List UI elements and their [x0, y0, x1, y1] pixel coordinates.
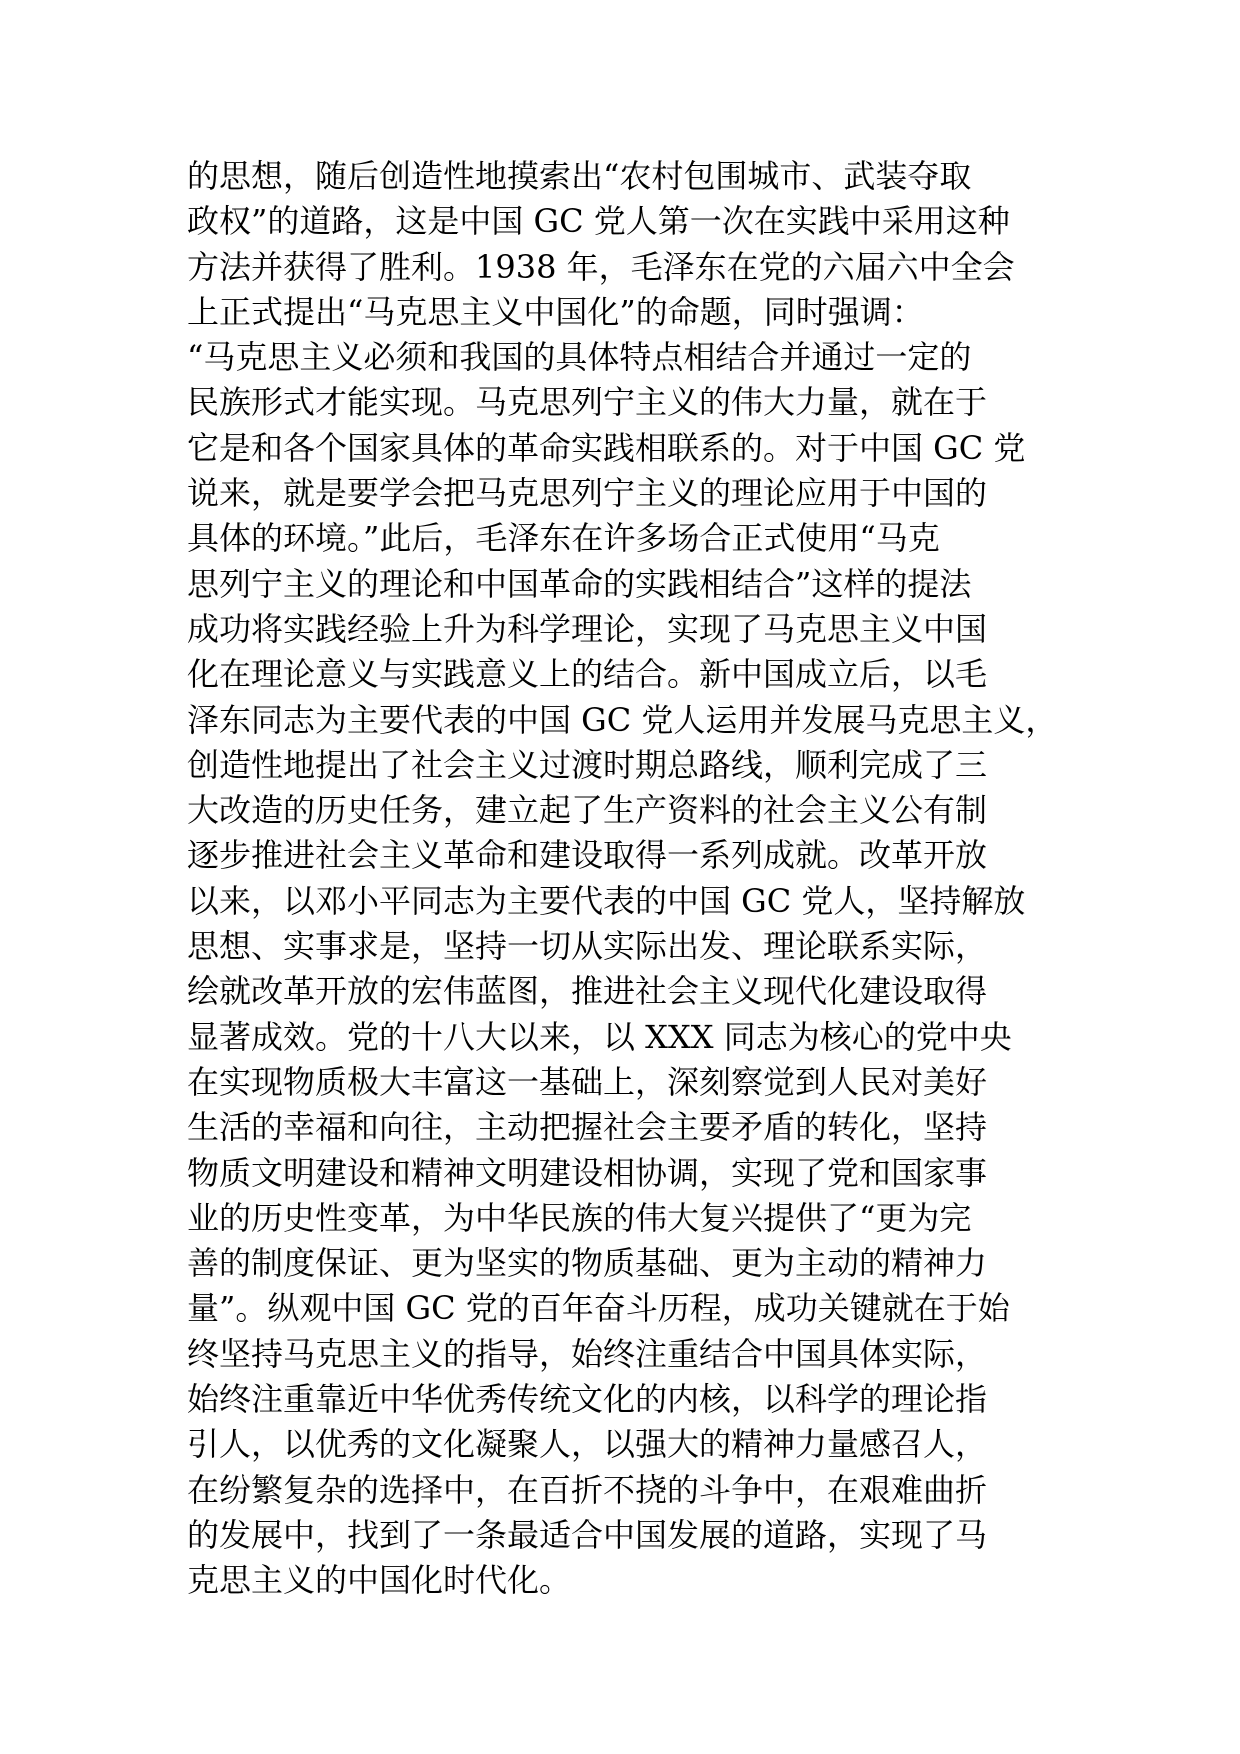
text-line: 具体的环境。”此后，毛泽东在许多场合正式使用“马克	[187, 519, 940, 558]
body-paragraph	[187, 154, 1087, 1604]
text-line: 大改造的历史任务，建立起了生产资料的社会主义公有制	[187, 791, 988, 830]
text-line: 业的历史性变革，为中华民族的伟大复兴提供了“更为完	[187, 1198, 972, 1237]
text-line: 民族形式才能实现。马克思列宁主义的伟大力量，就在于	[187, 383, 988, 422]
text-line: “马克思主义必须和我国的具体特点相结合并通过一定的	[187, 338, 972, 377]
text-line: 政权”的道路，这是中国 GC 党人第一次在实践中采用这种	[187, 202, 1010, 241]
text-line: 成功将实践经验上升为科学理论，实现了马克思主义中国	[187, 609, 988, 648]
text-line: 创造性地提出了社会主义过渡时期总路线，顺利完成了三	[187, 745, 988, 784]
text-line: 绘就改革开放的宏伟蓝图，推进社会主义现代化建设取得	[187, 972, 988, 1011]
text-line: 善的制度保证、更为坚实的物质基础、更为主动的精神力	[187, 1244, 988, 1283]
text-line: 逐步推进社会主义革命和建设取得一系列成就。改革开放	[187, 836, 988, 875]
text-line: 引人，以优秀的文化凝聚人，以强大的精神力量感召人，	[187, 1425, 988, 1464]
text-line: 它是和各个国家具体的革命实践相联系的。对于中国 GC 党	[187, 428, 1026, 467]
text-line: 上正式提出“马克思主义中国化”的命题，同时强调：	[187, 292, 924, 331]
text-line: 生活的幸福和向往，主动把握社会主要矛盾的转化，坚持	[187, 1108, 988, 1147]
text-line: 方法并获得了胜利。1938 年，毛泽东在党的六届六中全会	[187, 247, 1015, 286]
text-line: 的思想，随后创造性地摸索出“农村包围城市、武装夺取	[187, 157, 972, 195]
text-line: 化在理论意义与实践意义上的结合。新中国成立后，以毛	[187, 655, 988, 694]
text-line: 思列宁主义的理论和中国革命的实践相结合”这样的提法	[187, 564, 972, 603]
text-line: 思想、实事求是，坚持一切从实际出发、理论联系实际，	[187, 927, 988, 966]
text-line: 以来，以邓小平同志为主要代表的中国 GC 党人，坚持解放	[187, 881, 1026, 920]
text-line: 在纷繁复杂的选择中，在百折不挠的斗争中，在艰难曲折	[187, 1470, 988, 1509]
text-line: 在实现物质极大丰富这一基础上，深刻察觉到人民对美好	[187, 1062, 988, 1101]
text-line: 量”。纵观中国 GC 党的百年奋斗历程，成功关键就在于始	[187, 1289, 1010, 1328]
text-line: 显著成效。党的十八大以来，以 XXX 同志为核心的党中央	[187, 1017, 1012, 1056]
text-line: 泽东同志为主要代表的中国 GC 党人运用并发展马克思主义，	[187, 700, 1058, 739]
text-line: 终坚持马克思主义的指导，始终注重结合中国具体实际，	[187, 1334, 988, 1373]
text-line: 物质文明建设和精神文明建设相协调，实现了党和国家事	[187, 1153, 988, 1192]
text-line: 说来，就是要学会把马克思列宁主义的理论应用于中国的	[187, 474, 988, 513]
text-line: 始终注重靠近中华优秀传统文化的内核，以科学的理论指	[187, 1380, 988, 1419]
text-line: 克思主义的中国化时代化。	[187, 1561, 572, 1600]
text-line: 的发展中，找到了一条最适合中国发展的道路，实现了马	[187, 1515, 988, 1554]
